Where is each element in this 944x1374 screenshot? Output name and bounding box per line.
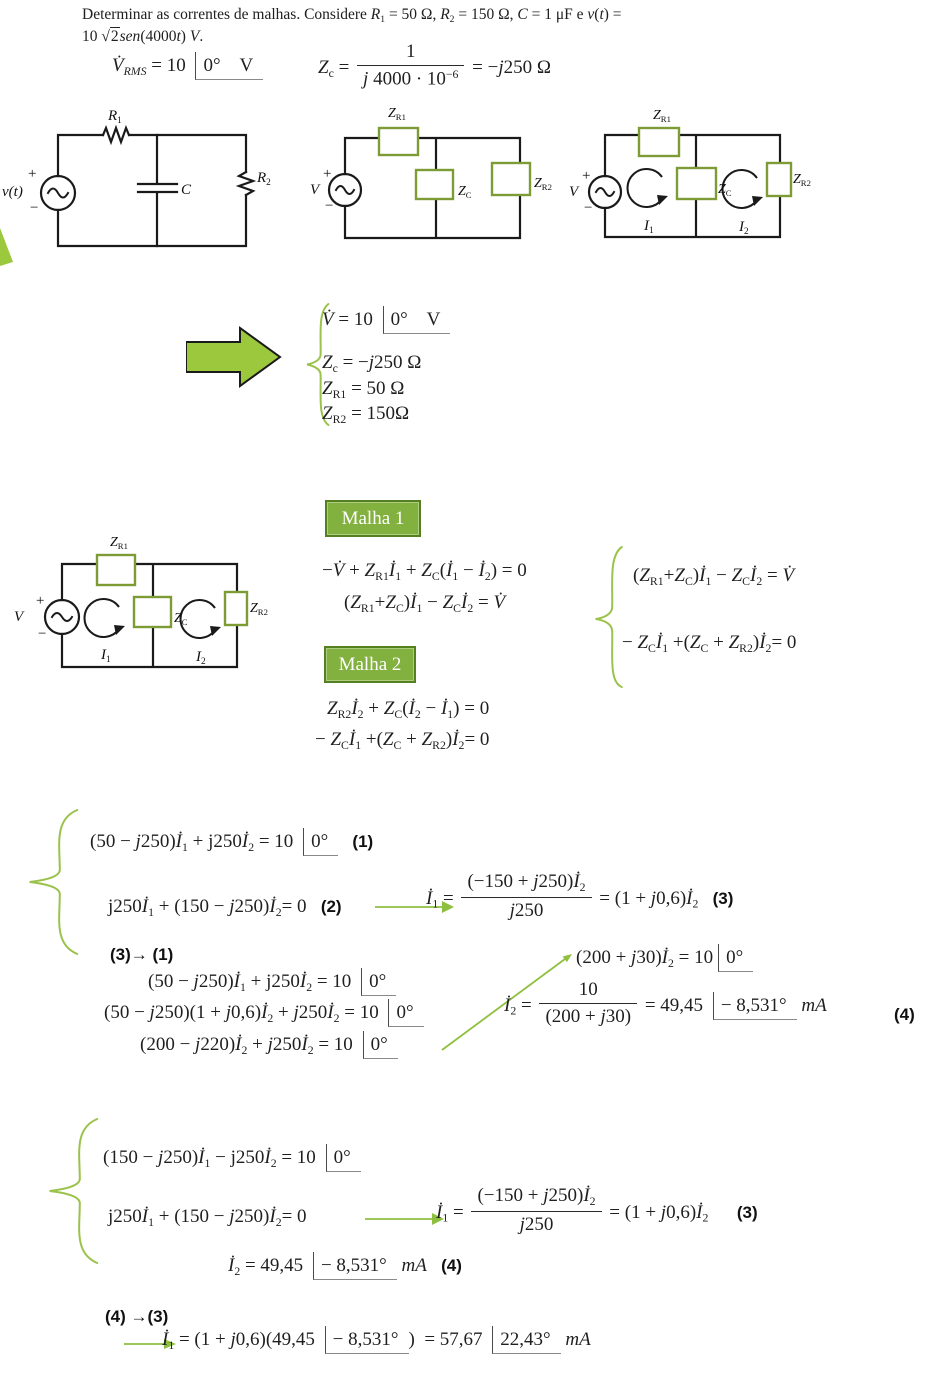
numeric-equation-2b: $j250İ_1 + (150$ − $j250)İ_2= 0$ bbox=[108, 1206, 307, 1229]
plus-sign: + bbox=[323, 166, 332, 182]
circuit-time-domain-diagram bbox=[0, 100, 300, 270]
label-source: V bbox=[14, 609, 24, 625]
label-source: V bbox=[310, 182, 320, 198]
numeric-system-brace-2 bbox=[45, 1117, 107, 1269]
circuit-time-domain bbox=[0, 100, 300, 270]
given-zc: $Z_c = -j250$ Ω bbox=[322, 352, 422, 375]
combined-equation: $(200 + j30)İ_2 = 10$ 0° bbox=[576, 944, 753, 972]
equation-tag-4: (4) bbox=[894, 1005, 915, 1024]
impedance-box-zc bbox=[416, 170, 453, 199]
system-equation-2: − $Z_Cİ_1 +(Z_C$ + $Z_{R2})İ_2= 0$ bbox=[622, 632, 797, 655]
minus-sign: − bbox=[38, 626, 47, 642]
label-i2: $I_2$ bbox=[196, 649, 206, 667]
label-i2: $I_2$ bbox=[739, 219, 749, 237]
label-c: C bbox=[181, 182, 192, 198]
i1-final-result: $İ_1 = (1 + j0,6)(49,45 - 8,531^\circ$ ) = 57,67 22,43° mA bbox=[162, 1326, 591, 1354]
vrms-equation: $V̇_{RMS} = 10$ 0° V bbox=[112, 52, 263, 80]
resistor-r2-icon bbox=[239, 172, 253, 195]
plus-sign: + bbox=[28, 166, 37, 182]
wires bbox=[58, 135, 246, 246]
mesh2-badge-label: Malha 2 bbox=[338, 653, 402, 675]
substitution-step-2: $(50 - j250)(1 + j0,6)İ_2$ + $j250İ_2 = 10$ 0° bbox=[104, 999, 424, 1027]
label-zc: $Z_C$ bbox=[174, 611, 188, 627]
zc-equation: $Z_c$ = $\frac{1}{j 4000 \cdot 10^{-6}}$ = −j250 Ω bbox=[318, 41, 552, 90]
impedance-box-zr2 bbox=[767, 163, 791, 196]
substitution-title: (3)→ (1) bbox=[110, 945, 174, 964]
numeric-equation-2: $j250İ_1 + (150$ − $j250)İ_2= 0$ (2) bbox=[108, 896, 342, 919]
numeric-system-brace bbox=[25, 808, 87, 960]
capacitor-icon bbox=[138, 135, 177, 246]
impedance-box-zr1 bbox=[97, 555, 135, 585]
minus-sign: − bbox=[584, 200, 593, 216]
sine-icon bbox=[336, 186, 354, 194]
label-i1: $I_1$ bbox=[101, 647, 111, 665]
label-zr2: $Z_{R2}$ bbox=[534, 176, 552, 192]
label-source: V bbox=[569, 184, 579, 200]
label-r2: $R_2$ bbox=[257, 170, 271, 188]
i2-solution: $İ_2$ = $\frac{10}{(200 + j30)}$ = 49,45 − 8,531° mA bbox=[504, 979, 827, 1027]
resistor-r1-icon bbox=[103, 128, 129, 142]
label-r1: $R_1$ bbox=[108, 108, 122, 126]
mesh2-badge bbox=[324, 646, 416, 683]
sine-icon bbox=[48, 189, 68, 198]
problem-statement-line2: 10 √2sen(4000t) V. bbox=[82, 28, 204, 45]
label-zr1: $Z_{R1}$ bbox=[110, 535, 128, 551]
circuit-mesh-currents-2 bbox=[10, 535, 310, 710]
label-i1: $I_1$ bbox=[644, 218, 654, 236]
numeric-equation-1: $(50 - j250)İ_1$ + $j250İ_2 = 10$ 0° (1) bbox=[90, 828, 373, 856]
mesh2-simplified-equation: − $Z_Cİ_1 +(Z_C$ + $Z_{R2})İ_2= 0$ bbox=[315, 729, 490, 752]
i2-value: $İ_2 = 49,45 - 8,531^\circ$ mA (4) bbox=[228, 1252, 462, 1280]
i1-isolated-formula-2: $İ_1$ = $\frac{(-150 + j250)İ_2}{j250}$ = $(1 + j0,6)İ_2$ (3) bbox=[436, 1185, 758, 1235]
impedance-box-zr1 bbox=[379, 128, 418, 155]
sine-icon bbox=[52, 613, 72, 621]
given-v: V̇ = 10 0° V bbox=[322, 306, 450, 334]
impedance-box-zc bbox=[677, 168, 716, 199]
mesh2-kvl-equation: $Z_{R2}İ_2$ + $Z_C(İ_2$ − $İ_1) = 0$ bbox=[327, 698, 490, 721]
label-zr1: $Z_{R1}$ bbox=[653, 108, 671, 124]
mesh-loop-i1-icon bbox=[628, 169, 662, 207]
label-zr2: $Z_{R2}$ bbox=[250, 601, 268, 617]
label-zr2: $Z_{R2}$ bbox=[793, 172, 811, 188]
substitution-step-3: $(200 - j220)İ_2$ + $j250İ_2 = 10$ 0° bbox=[140, 1031, 398, 1059]
mesh1-simplified-equation: $(Z_{R1}+Z_C)İ_1$ − $Z_Cİ_2$ = V̇ bbox=[344, 592, 506, 615]
system-brace bbox=[593, 545, 629, 691]
label-zc: $Z_C$ bbox=[458, 184, 472, 200]
minus-sign: − bbox=[325, 198, 334, 214]
problem-statement-line1: Determinar as correntes de malhas. Considere $R_1 = 50$ Ω, $R_2 = 150$ Ω, C = 1 μF e v(t) = bbox=[82, 6, 622, 26]
minus-sign: − bbox=[30, 200, 39, 216]
substitution-step-1: $(50 - j250)İ_1$ + $j250İ_2 = 10$ 0° bbox=[148, 968, 396, 996]
impedance-box-zr2 bbox=[225, 592, 247, 625]
mesh-loop-i1-icon bbox=[85, 599, 119, 637]
impedance-box-zc bbox=[134, 597, 171, 627]
circuit-impedance-diagram bbox=[300, 100, 570, 265]
plus-sign: + bbox=[36, 593, 45, 609]
circuit-mesh-currents bbox=[560, 100, 860, 270]
impedance-box-zr2 bbox=[492, 163, 530, 195]
mesh1-badge-label: Malha 1 bbox=[341, 507, 405, 529]
impedance-box-zr1 bbox=[639, 128, 679, 156]
label-zr1: $Z_{R1}$ bbox=[388, 106, 406, 122]
circuit-mesh-currents-diagram bbox=[560, 100, 860, 270]
mesh1-badge bbox=[325, 500, 421, 537]
mesh1-kvl-equation: −V̇ + $Z_{R1}İ_1$ + $Z_C(İ_1$ − $İ_2) = 0$ bbox=[322, 560, 527, 583]
sine-icon bbox=[596, 188, 614, 196]
plus-sign: + bbox=[582, 168, 591, 184]
given-zr1: $Z_{R1} = 50$ Ω bbox=[322, 378, 405, 401]
green-block-arrow-icon bbox=[186, 326, 286, 390]
given-zr2: $Z_{R2} = 150\Omega$ bbox=[322, 403, 410, 426]
i1-isolated-formula: $İ_1$ = $\frac{(-150 + j250)İ_2}{j250}$ = $(1 + j0,6)İ_2$ (3) bbox=[426, 871, 734, 921]
substitution-title-2: (4) →(3) bbox=[105, 1307, 169, 1326]
numeric-equation-1b: $(150 - j250)İ_1$ − $j250İ_2 = 10$ 0° bbox=[103, 1144, 361, 1172]
system-equation-1: $(Z_{R1}+Z_C)İ_1$ − $Z_Cİ_2$ = V̇ bbox=[633, 565, 795, 588]
circuit-mesh-currents-2-diagram bbox=[10, 535, 310, 710]
label-source: v(t) bbox=[2, 184, 23, 200]
circuit-impedance bbox=[300, 100, 570, 265]
label-zc: $Z_C$ bbox=[718, 182, 732, 198]
